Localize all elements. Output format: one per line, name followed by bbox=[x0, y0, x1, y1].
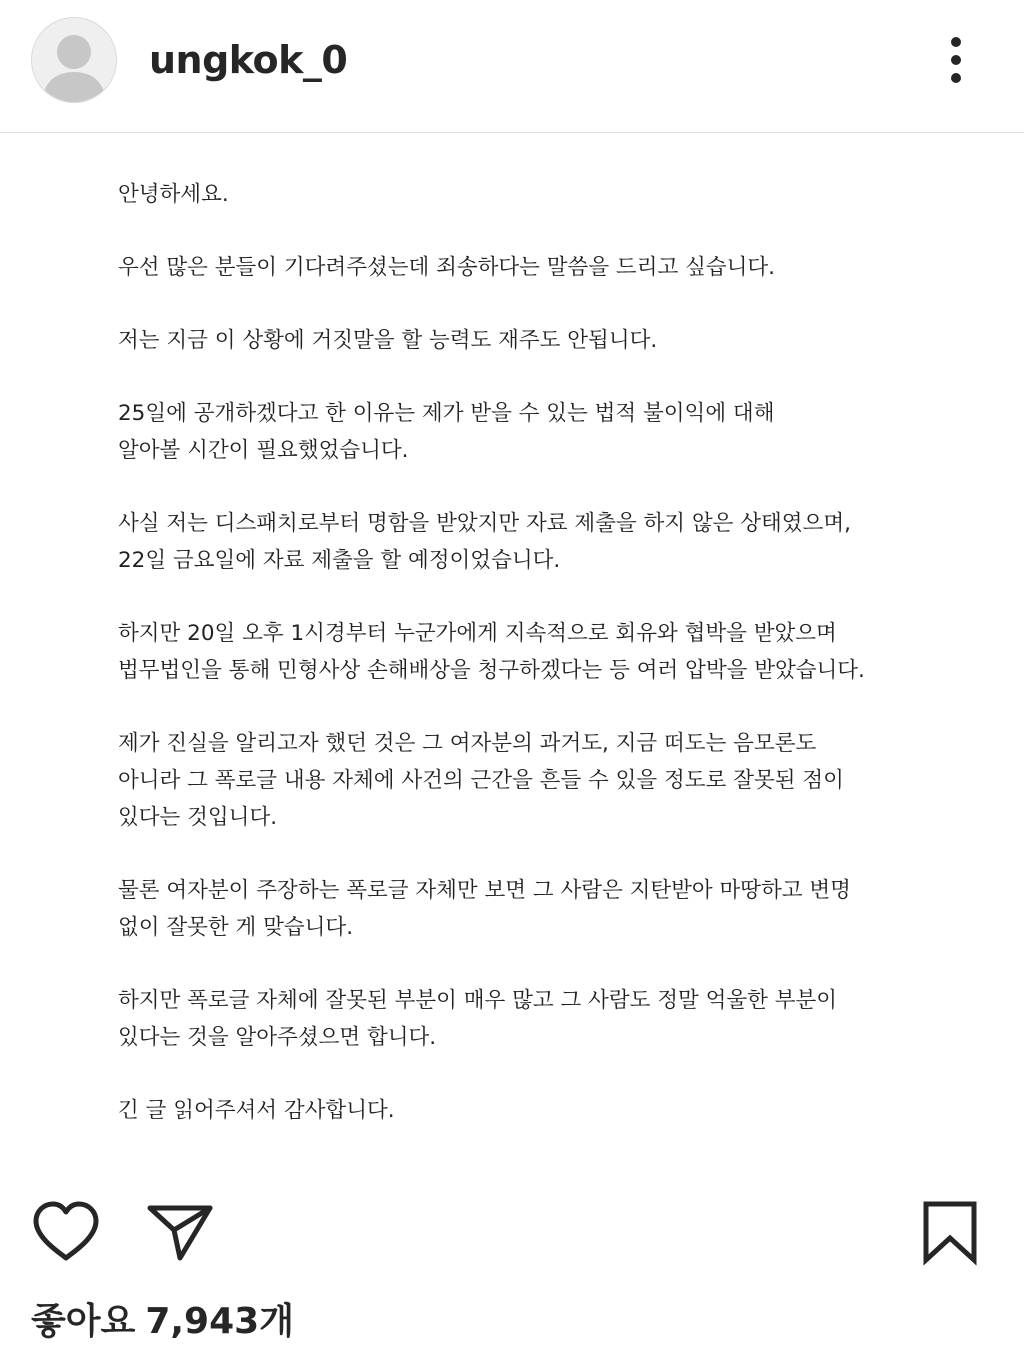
caption-paragraph bbox=[118, 872, 918, 946]
caption-line: 22일 금요일에 자료 제출을 할 예정이었습니다. bbox=[118, 548, 561, 573]
caption-line: 있다는 것입니다. bbox=[118, 805, 278, 830]
more-options-button[interactable] bbox=[930, 30, 982, 90]
caption-paragraph bbox=[118, 1092, 918, 1129]
caption-line: 아니라 그 폭로글 내용 자체에 사건의 근간을 흔들 수 있을 정도로 잘못된 점이 bbox=[118, 768, 844, 793]
caption-line: 제가 진실을 알리고자 했던 것은 그 여자분의 과거도, 지금 떠도는 음모론도 bbox=[118, 731, 817, 756]
caption-paragraph bbox=[118, 505, 918, 579]
caption-paragraph bbox=[118, 615, 918, 689]
caption-paragraph bbox=[118, 725, 918, 836]
caption-line: 물론 여자분이 주장하는 폭로글 자체만 보면 그 사람은 지탄받아 마땅하고 변명 bbox=[118, 878, 851, 903]
bookmark-icon bbox=[920, 1198, 980, 1266]
share-button[interactable] bbox=[146, 1200, 214, 1264]
caption-paragraph bbox=[118, 395, 918, 469]
heart-icon bbox=[30, 1200, 102, 1264]
caption-line: 사실 저는 디스패치로부터 명함을 받았지만 자료 제출을 하지 않은 상태였으며, bbox=[118, 511, 851, 536]
likes-count[interactable] bbox=[31, 1296, 304, 1348]
caption-line: 저는 지금 이 상황에 거짓말을 할 능력도 재주도 안됩니다. bbox=[118, 328, 658, 353]
caption-line: 없이 잘못한 게 맞습니다. bbox=[118, 915, 354, 940]
caption-line: 안녕하세요. bbox=[118, 182, 229, 207]
likes-label: 좋아요 bbox=[31, 1301, 136, 1342]
likes-number: 7,943개 bbox=[145, 1301, 294, 1342]
caption-line: 긴 글 읽어주셔서 감사합니다. bbox=[118, 1098, 395, 1123]
caption-line: 있다는 것을 알아주셨으면 합니다. bbox=[118, 1025, 437, 1050]
caption-paragraph bbox=[118, 176, 918, 213]
caption-line: 하지만 폭로글 자체에 잘못된 부분이 매우 많고 그 사람도 정말 억울한 부분이 bbox=[118, 988, 838, 1013]
caption-paragraph bbox=[118, 249, 918, 286]
save-button[interactable] bbox=[920, 1198, 980, 1266]
username[interactable]: ungkok_0 bbox=[149, 38, 348, 82]
post-caption bbox=[118, 176, 918, 1165]
avatar[interactable] bbox=[31, 17, 117, 103]
send-icon bbox=[146, 1200, 214, 1264]
caption-line: 우선 많은 분들이 기다려주셨는데 죄송하다는 말씀을 드리고 싶습니다. bbox=[118, 255, 775, 280]
like-button[interactable] bbox=[30, 1200, 102, 1264]
caption-line: 법무법인을 통해 민형사상 손해배상을 청구하겠다는 등 여러 압박을 받았습니다. bbox=[118, 658, 865, 683]
caption-paragraph bbox=[118, 982, 918, 1056]
caption-line: 하지만 20일 오후 1시경부터 누군가에게 지속적으로 회유와 협박을 받았으며 bbox=[118, 621, 837, 646]
caption-line: 25일에 공개하겠다고 한 이유는 제가 받을 수 있는 법적 불이익에 대해 bbox=[118, 401, 775, 426]
default-avatar-icon bbox=[32, 18, 116, 102]
caption-line: 알아볼 시간이 필요했었습니다. bbox=[118, 438, 409, 463]
caption-paragraph bbox=[118, 322, 918, 359]
more-vertical-icon bbox=[930, 30, 982, 90]
post-header bbox=[0, 0, 1024, 133]
